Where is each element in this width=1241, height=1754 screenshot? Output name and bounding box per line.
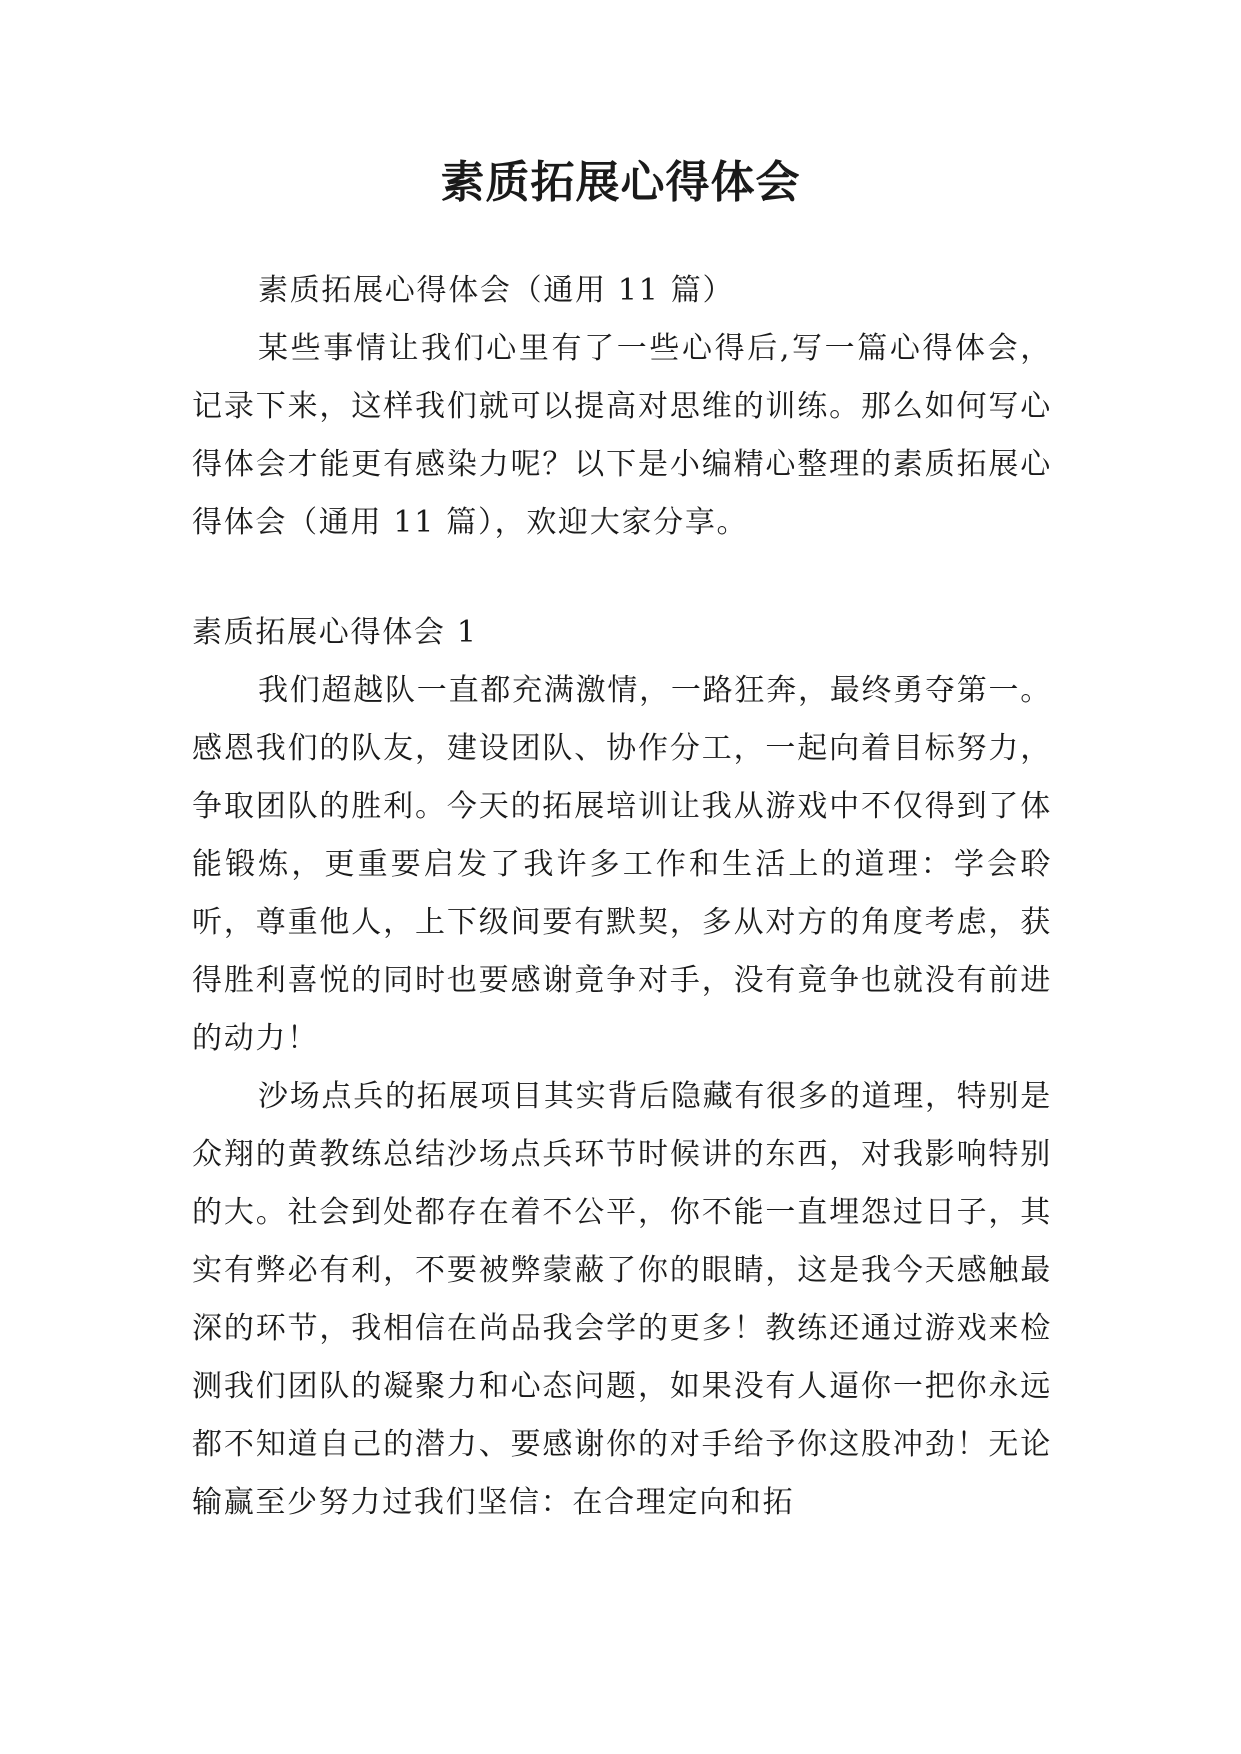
section-spacer	[192, 552, 1052, 604]
document-title: 素质拓展心得体会	[440, 157, 801, 208]
intro-paragraph: 某些事情让我们心里有了一些心得后,写一篇心得体会，记录下来，这样我们就可以提高对思维的训练。那么如何写心得体会才能更有感染力呢？以下是小编精心整理的素质拓展心得体会（通用 11 篇），欢迎大家分享。	[192, 331, 1052, 540]
document-subtitle: 素质拓展心得体会（通用 11 篇）	[258, 273, 735, 308]
document-body	[192, 262, 1052, 1532]
body-paragraph-1: 我们超越队一直都充满激情，一路狂奔，最终勇夺第一。感恩我们的队友，建设团队、协作分工，一起向着目标努力，争取团队的胜利。今天的拓展培训让我从游戏中不仅得到了体能锻炼，更重要启发了我许多工作和生活上的道理：学会聆听，尊重他人，上下级间要有默契，多从对方的角度考虑，获得胜利喜悦的同时也要感谢竟争对手，没有竟争也就没有前进的动力！	[192, 673, 1052, 1056]
section-heading: 素质拓展心得体会 1	[192, 615, 478, 650]
body-paragraph-2: 沙场点兵的拓展项目其实背后隐藏有很多的道理，特别是众翔的黄教练总结沙场点兵环节时候讲的东西，对我影响特别的大。社会到处都存在着不公平，你不能一直埋怨过日子，其实有弊必有利，不要被弊蒙蔽了你的眼睛，这是我今天感触最深的环节，我相信在尚品我会学的更多！教练还通过游戏来检测我们团队的凝聚力和心态问题，如果没有人逼你一把你永远都不知道自己的潜力、要感谢你的对手给予你这股冲劲！无论输赢至少努力过我们坚信：在合理定向和拓	[192, 1079, 1052, 1520]
